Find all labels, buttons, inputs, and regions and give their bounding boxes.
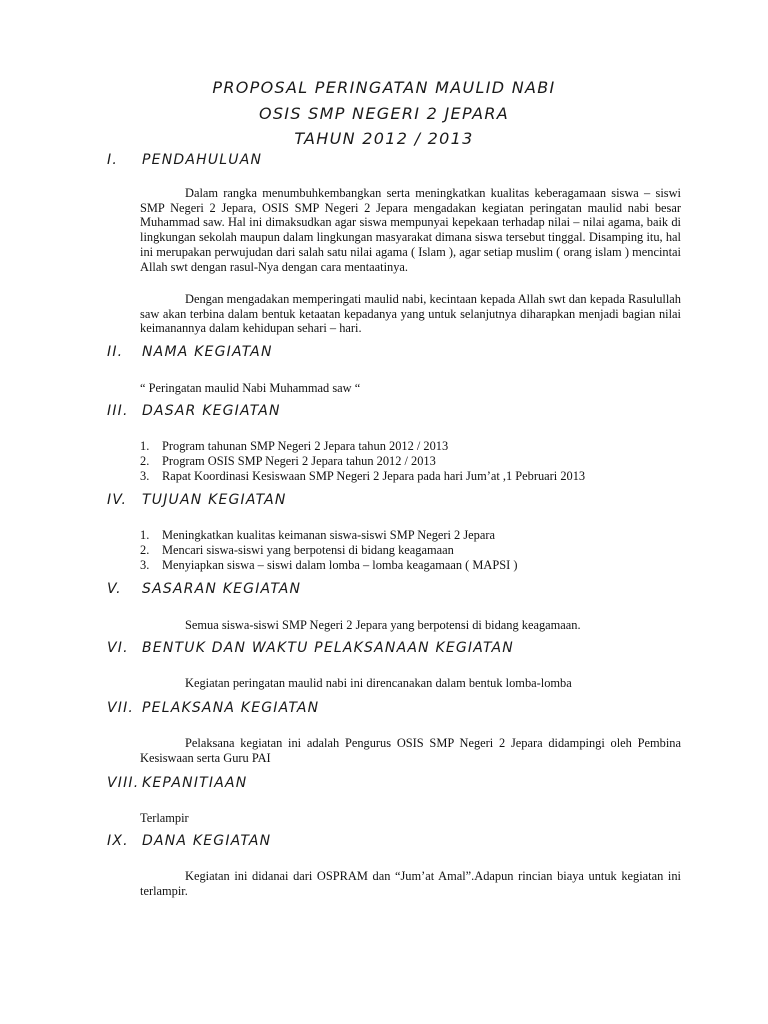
list-item: 3. Menyiapkan siswa – siswi dalam lomba – lomba keagamaan ( MAPSI ) <box>140 558 518 572</box>
pendahuluan-paragraph-1: Dalam rangka menumbuhkembangkan serta meningkatkan kualitas keberagamaan siswa – siswi SMP Negeri 2 Jepara, OSIS SMP Negeri 2 Jepara mengadakan kegiatan peringatan maulid nabi besar Muhammad saw. Hal ini dimaksudkan agar siswa mempunyai kepekaan terhadap nilai – nilai agama, baik di lingkungan sekolah maupun dalam lingkungan masyarakat dimana siswa tersebut tinggal. Disamping itu, hal ini merupakan perwujudan dari salah satu nilai agama ( Islam ), agar setiap muslim ( orang islam ) mencintai Allah swt dengan rasul-Nya dengan cara mentaatinya. <box>140 186 681 274</box>
section-heading-3 <box>107 403 281 419</box>
section-number: VI. <box>107 640 129 656</box>
section-heading-7 <box>107 700 319 716</box>
section-heading-6 <box>107 640 514 656</box>
section-heading-1 <box>107 152 262 168</box>
section-number: VIII. <box>107 775 140 791</box>
section-heading-8 <box>107 775 247 791</box>
list-item: 1. Program tahunan SMP Negeri 2 Jepara tahun 2012 / 2013 <box>140 439 449 453</box>
sasaran-text: Semua siswa-siswi SMP Negeri 2 Jepara yang berpotensi di bidang keagamaan. <box>185 618 581 632</box>
pendahuluan-paragraph-2: Dengan mengadakan memperingati maulid nabi, kecintaan kepada Allah swt dan kepada Rasulullah saw akan terbina dalam bentuk ketaatan kepadanya yang untuk selanjutnya diharapkan menjadi bagian nilai keimanannya dalam kehidupan sehari – hari. <box>140 292 681 336</box>
section-title: PENDAHULUAN <box>142 152 263 168</box>
section-number: II. <box>107 344 124 360</box>
dana-paragraph: Kegiatan ini didanai dari OSPRAM dan “Jum’at Amal”.Adapun rincian biaya untuk kegiatan ini terlampir. <box>140 869 681 898</box>
section-number: III. <box>107 403 129 419</box>
section-title: SASARAN KEGIATAN <box>142 581 302 597</box>
section-title: PELAKSANA KEGIATAN <box>142 700 320 716</box>
section-heading-2 <box>107 344 273 360</box>
section-number: IX. <box>107 833 129 849</box>
section-number: V. <box>107 581 122 597</box>
section-heading-5 <box>107 581 301 597</box>
section-title: DANA KEGIATAN <box>142 833 272 849</box>
title-line-2: OSIS SMP NEGERI 2 JEPARA <box>258 104 510 123</box>
bentuk-text: Kegiatan peringatan maulid nabi ini direncanakan dalam bentuk lomba-lomba <box>185 676 572 690</box>
list-item: 2. Mencari siswa-siswi yang berpotensi di bidang keagamaan <box>140 543 454 557</box>
section-title: KEPANITIAAN <box>142 775 248 791</box>
section-number: I. <box>107 152 118 168</box>
section-heading-4 <box>107 492 287 508</box>
title-line-1: PROPOSAL PERINGATAN MAULID NABI <box>212 78 556 97</box>
section-heading-9 <box>107 833 271 849</box>
kepanitiaan-text: Terlampir <box>140 811 189 825</box>
list-item: 3. Rapat Koordinasi Kesiswaan SMP Negeri 2 Jepara pada hari Jum’at ,1 Pebruari 2013 <box>140 469 586 483</box>
section-title: DASAR KEGIATAN <box>142 403 281 419</box>
section-title: NAMA KEGIATAN <box>142 344 273 360</box>
section-title: BENTUK DAN WAKTU PELAKSANAAN KEGIATAN <box>142 640 514 656</box>
list-item: 1. Meningkatkan kualitas keimanan siswa-siswi SMP Negeri 2 Jepara <box>140 528 495 542</box>
section-number: VII. <box>107 700 135 716</box>
pelaksana-paragraph: Pelaksana kegiatan ini adalah Pengurus OSIS SMP Negeri 2 Jepara didampingi oleh Pembina Kesiswaan serta Guru PAI <box>140 736 681 765</box>
nama-kegiatan-text: “ Peringatan maulid Nabi Muhammad saw “ <box>140 381 361 395</box>
title-line-3: TAHUN 2012 / 2013 <box>294 129 474 148</box>
section-number: IV. <box>107 492 128 508</box>
list-item: 2. Program OSIS SMP Negeri 2 Jepara tahun 2012 / 2013 <box>140 454 436 468</box>
section-title: TUJUAN KEGIATAN <box>142 492 287 508</box>
